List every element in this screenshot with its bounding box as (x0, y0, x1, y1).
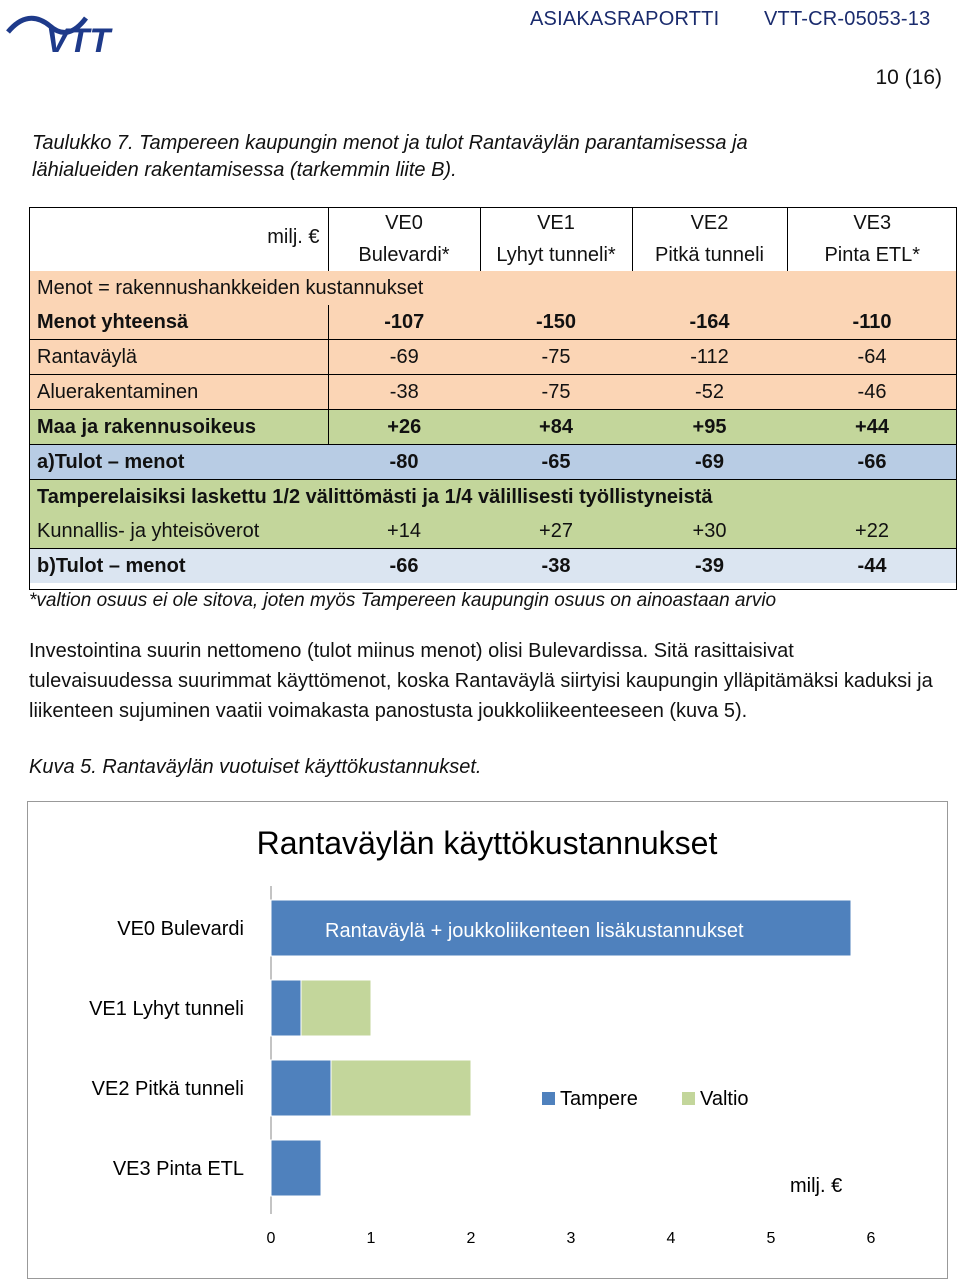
section-label: Menot = rakennushankkeiden kustannukset (29, 271, 957, 305)
col-name: Lyhyt tunneli* (496, 244, 616, 266)
cell: -64 (787, 340, 957, 375)
cell: -69 (632, 445, 787, 480)
logo-text: VTT (46, 22, 111, 56)
bar-valtio (301, 980, 371, 1036)
cell: -80 (328, 445, 480, 480)
report-type: ASIAKASRAPORTTI (530, 8, 720, 30)
col-code: VE0 (385, 212, 423, 234)
table-footnote: *valtion osuus ei ole sitova, joten myös Tampereen kaupungin osuus on ainoastaan arvio (29, 590, 777, 611)
col-header-ve2 (632, 207, 787, 271)
x-tick-label: 5 (766, 1230, 776, 1247)
cell: -44 (787, 549, 957, 584)
x-tick-label: 6 (866, 1230, 876, 1247)
cell: +27 (480, 514, 632, 549)
vtt-logo (6, 2, 158, 56)
cell: -38 (328, 375, 480, 410)
col-header-ve1 (480, 207, 632, 271)
col-header-ve3 (787, 207, 957, 271)
legend-swatch-valtio (682, 1092, 695, 1105)
bar-tampere (271, 980, 301, 1036)
row-label: Aluerakentaminen (29, 375, 328, 410)
cell: +30 (632, 514, 787, 549)
cell: -150 (480, 305, 632, 340)
table-row (29, 514, 957, 549)
table-row (29, 445, 957, 480)
row-label: a)Tulot – menot (29, 445, 328, 480)
x-tick-label: 3 (566, 1230, 576, 1247)
page-number: 10 (16) (875, 66, 942, 89)
cell: -65 (480, 445, 632, 480)
cell: +26 (328, 410, 480, 445)
cell: -46 (787, 375, 957, 410)
cell: +84 (480, 410, 632, 445)
row-label: Menot yhteensä (29, 305, 328, 340)
bar-tampere (271, 1060, 331, 1116)
cell: -75 (480, 375, 632, 410)
table-caption: Taulukko 7. Tampereen kaupungin menot ja tulot Rantaväylän parantamisessa ja lähialueiden rakentamisessa (tarkemmin liite B). (32, 132, 748, 181)
row-label: Kunnallis- ja yhteisöverot (29, 514, 328, 549)
table-row (29, 410, 957, 445)
x-tick-label: 4 (666, 1230, 676, 1247)
body-paragraph: Investointina suurin nettomeno (tulot miinus menot) olisi Bulevardissa. Sitä rasittaisivat tulevaisuudessa suurimmat käyttömenot, koska Rantaväylä siirtyisi kaupungin ylläpitämäksi kaduksi ja liikenteen sujuminen vaatii voimakasta panostusta joukkoliikeenteeseen (kuva 5). (29, 640, 933, 722)
table-header-row (29, 207, 957, 271)
x-tick-label: 1 (366, 1230, 376, 1247)
category-label: VE1 Lyhyt tunneli (89, 998, 244, 1020)
section-label: Tamperelaisiksi laskettu 1/2 välittömästi ja 1/4 välillisesti työllistyneistä (29, 480, 957, 515)
cell: -112 (632, 340, 787, 375)
cell: +44 (787, 410, 957, 445)
section-row-tamperelaisiksi (29, 480, 957, 515)
cost-bar-chart (28, 802, 947, 1278)
cell: -164 (632, 305, 787, 340)
cell: -110 (787, 305, 957, 340)
figure-caption: Kuva 5. Rantaväylän vuotuiset käyttökustannukset. (29, 756, 482, 778)
legend-label-valtio: Valtio (700, 1088, 749, 1110)
cell: -107 (328, 305, 480, 340)
unit-label: milj. € (790, 1175, 843, 1197)
table-row (29, 375, 957, 410)
table-row (29, 549, 957, 584)
col-name: Pinta ETL* (824, 244, 921, 266)
legend-swatch-tampere (542, 1092, 555, 1105)
cell: -52 (632, 375, 787, 410)
cell: +22 (787, 514, 957, 549)
cell: +14 (328, 514, 480, 549)
category-label: VE0 Bulevardi (117, 918, 244, 940)
cell: -66 (787, 445, 957, 480)
col-code: VE3 (853, 212, 892, 234)
col-name: Bulevardi* (358, 244, 450, 266)
cell: -66 (328, 549, 480, 584)
section-row-menot (29, 271, 957, 305)
report-id: VTT-CR-05053-13 (764, 8, 931, 30)
x-tick-label: 2 (466, 1230, 476, 1247)
bar-annotation: Rantaväylä + joukkoliikenteen lisäkustannukset (325, 920, 744, 942)
table-row (29, 305, 957, 340)
x-tick-label: 0 (266, 1230, 276, 1247)
cell: -75 (480, 340, 632, 375)
chart-title: Rantaväylän käyttökustannukset (256, 825, 718, 861)
table-row (29, 340, 957, 375)
cell: -69 (328, 340, 480, 375)
legend-label-tampere: Tampere (560, 1088, 638, 1110)
row-label: Maa ja rakennusoikeus (29, 410, 328, 445)
cell: -39 (632, 549, 787, 584)
row-label: b)Tulot – menot (29, 549, 328, 584)
cost-table (29, 207, 957, 583)
col-code: VE1 (537, 212, 575, 234)
cell: +95 (632, 410, 787, 445)
bar-valtio (331, 1060, 471, 1116)
cell: -38 (480, 549, 632, 584)
row-label: Rantaväylä (29, 340, 328, 375)
category-label: VE3 Pinta ETL (112, 1158, 244, 1180)
category-label: VE2 Pitkä tunneli (91, 1078, 244, 1100)
col-header-ve0 (328, 207, 480, 271)
col-code: VE2 (690, 212, 729, 234)
col-name: Pitkä tunneli (655, 244, 764, 266)
unit-label: milj. € (29, 207, 328, 271)
bar-tampere (271, 1140, 321, 1196)
chart-container (27, 801, 948, 1279)
